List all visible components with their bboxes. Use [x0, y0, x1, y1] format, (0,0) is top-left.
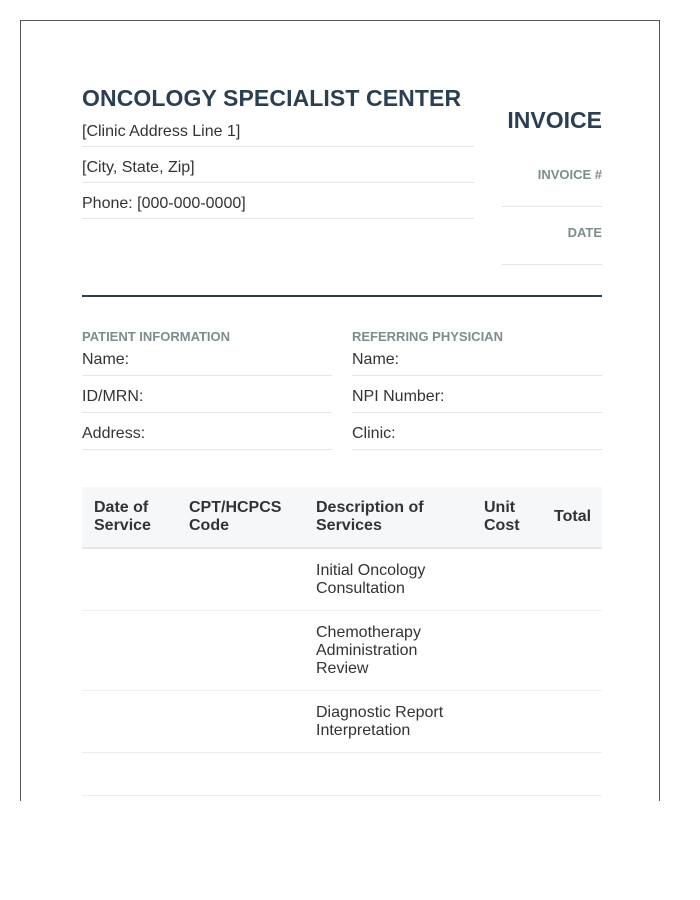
clinic-city-state-zip[interactable]	[82, 147, 474, 183]
patient-id-field[interactable]	[82, 376, 332, 413]
invoice-date-field[interactable]	[502, 225, 602, 265]
physician-npi-field[interactable]	[352, 376, 602, 413]
row-date[interactable]	[82, 611, 177, 691]
row-date[interactable]	[82, 753, 177, 796]
physician-heading: REFERRING PHYSICIAN	[352, 329, 503, 344]
invoice-sheet	[20, 20, 660, 801]
physician-clinic-label: Clinic:	[352, 425, 396, 442]
header-unit-cost: Unit Cost	[472, 487, 542, 548]
physician-name-label: Name:	[352, 351, 400, 368]
row-code[interactable]	[177, 753, 304, 796]
patient-address-label: Address:	[82, 425, 146, 442]
row-description[interactable]	[304, 753, 472, 796]
row-unit-cost[interactable]	[472, 548, 542, 611]
row-date[interactable]	[82, 691, 177, 753]
patient-name-field[interactable]	[82, 347, 332, 376]
row-total[interactable]	[542, 753, 602, 796]
header-date-of-service: Date of Service	[82, 487, 177, 548]
row-code[interactable]	[177, 691, 304, 753]
header-cpt-code: CPT/HCPCS Code	[177, 487, 304, 548]
table-row[interactable]	[82, 753, 602, 796]
clinic-address-line1[interactable]	[82, 111, 474, 147]
patient-heading: PATIENT INFORMATION	[82, 329, 231, 344]
services-header-row	[82, 487, 602, 548]
row-unit-cost[interactable]	[472, 611, 542, 691]
row-description[interactable]: Diagnostic Report Interpretation	[304, 691, 472, 753]
invoice-title: INVOICE	[507, 107, 602, 133]
clinic-name: ONCOLOGY SPECIALIST CENTER	[82, 85, 462, 111]
row-date[interactable]	[82, 548, 177, 611]
patient-information	[82, 327, 332, 450]
row-description[interactable]: Initial Oncology Consultation	[304, 548, 472, 611]
row-total[interactable]	[542, 611, 602, 691]
header-description: Description of Services	[304, 487, 472, 548]
patient-name-label: Name:	[82, 351, 130, 368]
row-unit-cost[interactable]	[472, 753, 542, 796]
physician-npi-label: NPI Number:	[352, 388, 445, 405]
table-row[interactable]	[82, 548, 602, 611]
physician-clinic-field[interactable]	[352, 413, 602, 450]
row-total[interactable]	[542, 691, 602, 753]
invoice-number-field[interactable]	[502, 167, 602, 207]
services-table	[82, 487, 602, 796]
clinic-city-state-zip-text: [City, State, Zip]	[82, 159, 195, 176]
row-total[interactable]	[542, 548, 602, 611]
table-row[interactable]	[82, 611, 602, 691]
row-code[interactable]	[177, 611, 304, 691]
invoice-date-label: DATE	[567, 225, 602, 240]
clinic-address-line1-text: [Clinic Address Line 1]	[82, 123, 241, 140]
row-unit-cost[interactable]	[472, 691, 542, 753]
table-row[interactable]	[82, 691, 602, 753]
clinic-phone[interactable]	[82, 183, 474, 219]
row-code[interactable]	[177, 548, 304, 611]
row-description[interactable]: Chemotherapy Administration Review	[304, 611, 472, 691]
header-total: Total	[542, 487, 602, 548]
referring-physician	[352, 327, 602, 450]
invoice-number-label: INVOICE #	[537, 167, 602, 182]
patient-id-label: ID/MRN:	[82, 388, 144, 405]
physician-name-field[interactable]	[352, 347, 602, 376]
header-divider	[82, 295, 602, 297]
patient-address-field[interactable]	[82, 413, 332, 450]
clinic-phone-text: Phone: [000-000-0000]	[82, 195, 246, 212]
